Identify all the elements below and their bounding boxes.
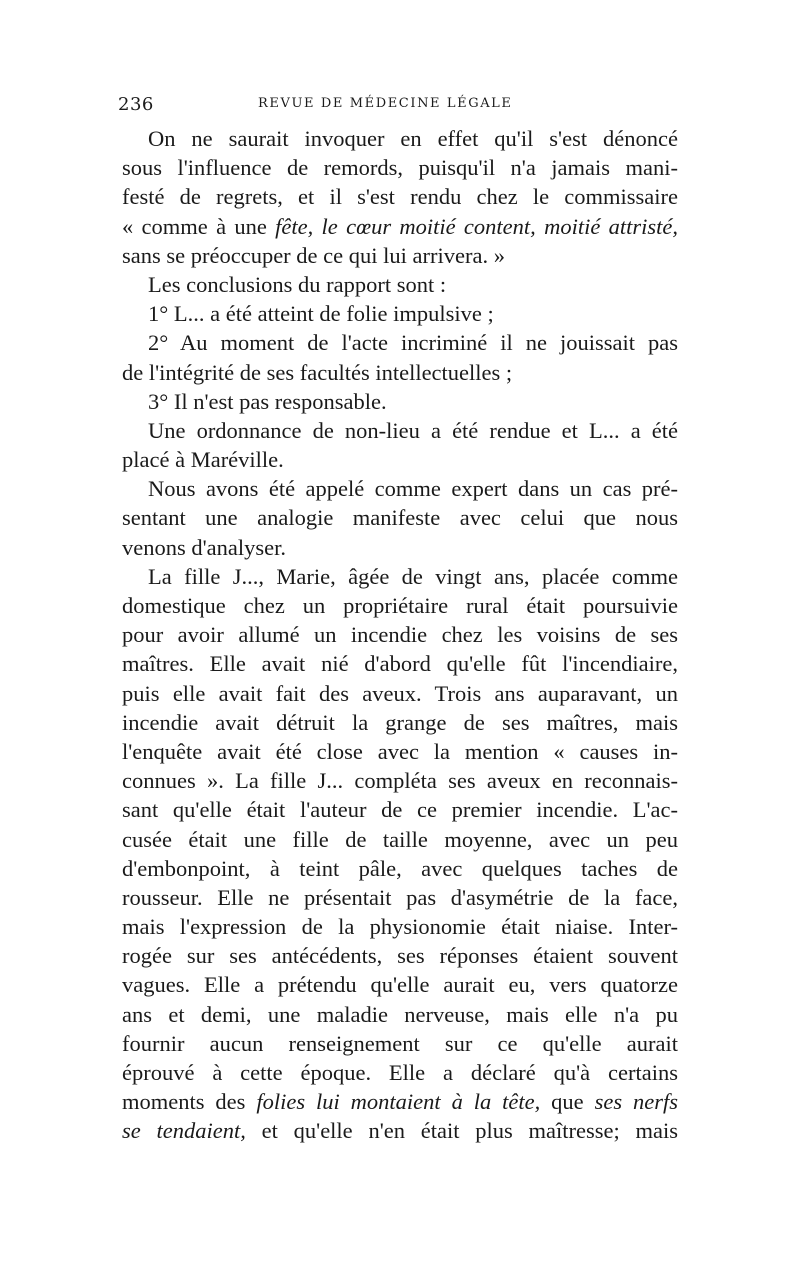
text-line bbox=[122, 1000, 678, 1029]
body-text bbox=[122, 124, 678, 1146]
text-segment: ans et demi, une maladie nerveuse, mais elle n'a pu bbox=[122, 1001, 678, 1027]
text-segment: festé de regrets, et il s'est rendu chez le commissaire bbox=[122, 184, 678, 210]
text-segment: puis elle avait fait des aveux. Trois ans auparavant, un bbox=[122, 680, 678, 706]
text-line bbox=[122, 562, 678, 591]
text-segment: incendie avait détruit la grange de ses maîtres, mais bbox=[122, 709, 678, 735]
text-segment: maîtres. Elle avait nié d'abord qu'elle fût l'incendiaire, bbox=[122, 651, 678, 677]
text-line bbox=[122, 649, 678, 678]
text-line bbox=[122, 591, 678, 620]
text-segment: 1° L... a été atteint de folie impulsive ; bbox=[148, 301, 494, 327]
text-line bbox=[122, 1116, 678, 1145]
text-segment: éprouvé à cette époque. Elle a déclaré qu'à certains bbox=[122, 1060, 678, 1085]
text-segment: Une ordonnance de non-lieu a été rendue et L... a été bbox=[148, 417, 678, 443]
text-line bbox=[122, 299, 678, 328]
text-segment: de l'intégrité de ses facultés intellectuelles ; bbox=[122, 359, 513, 385]
text-line bbox=[122, 182, 678, 211]
text-segment: et qu'elle n'en était plus maîtresse; mais bbox=[245, 1118, 678, 1144]
text-segment: l'enquête avait été close avec la mention « causes in- bbox=[122, 738, 678, 764]
text-line bbox=[122, 124, 678, 153]
text-segment: rogée sur ses antécédents, ses réponses étaient souvent bbox=[122, 943, 678, 969]
text-line bbox=[122, 358, 678, 387]
text-segment: Les conclusions du rapport sont : bbox=[148, 271, 447, 297]
text-segment: Nous avons été appelé comme expert dans un cas pré- bbox=[148, 476, 678, 502]
text-segment: vagues. Elle a prétendu qu'elle aurait eu, vers quatorze bbox=[122, 972, 678, 998]
text-line bbox=[122, 1058, 678, 1087]
text-line bbox=[122, 270, 678, 299]
page-number: 236 bbox=[118, 94, 154, 115]
text-segment: pour avoir allumé un incendie chez les voisins de ses bbox=[122, 622, 678, 648]
text-line bbox=[122, 766, 678, 795]
text-segment: fournir aucun renseignement sur ce qu'elle aurait bbox=[122, 1030, 678, 1056]
text-line bbox=[122, 328, 678, 357]
text-line bbox=[122, 1029, 678, 1058]
text-segment: On ne saurait invoquer en effet qu'il s'est dénoncé bbox=[148, 126, 678, 151]
text-line bbox=[122, 503, 678, 532]
text-line bbox=[122, 533, 678, 562]
text-segment: moments des bbox=[122, 1089, 257, 1115]
text-segment: 2° Au moment de l'acte incriminé il ne jouissait pas bbox=[148, 330, 678, 356]
text-segment: cusée était une fille de taille moyenne, avec un peu bbox=[122, 826, 678, 852]
text-segment: sous l'influence de remords, puisqu'il n'a jamais mani- bbox=[122, 155, 678, 181]
text-line bbox=[122, 474, 678, 503]
text-line bbox=[122, 212, 678, 241]
text-line bbox=[122, 854, 678, 883]
text-line bbox=[122, 1087, 678, 1116]
text-line bbox=[122, 795, 678, 824]
text-line bbox=[122, 825, 678, 854]
text-segment: mais l'expression de la physionomie était niaise. Inter- bbox=[122, 914, 678, 940]
italic-text: se tendaient, bbox=[122, 1118, 246, 1144]
text-line bbox=[122, 153, 678, 182]
text-segment: connues ». La fille J... compléta ses aveux en reconnais- bbox=[122, 768, 678, 794]
text-line bbox=[122, 387, 678, 416]
running-title: REVUE DE MÉDECINE LÉGALE bbox=[258, 96, 513, 111]
text-line bbox=[122, 679, 678, 708]
italic-text: folies lui montaient à la tête, bbox=[256, 1089, 541, 1115]
page-header bbox=[118, 94, 678, 118]
text-segment: sentant une analogie manifeste avec celui que nous bbox=[122, 505, 678, 531]
text-line bbox=[122, 912, 678, 941]
text-segment: sant qu'elle était l'auteur de ce premier incendie. L'ac- bbox=[122, 797, 678, 823]
text-line bbox=[122, 970, 678, 999]
text-line bbox=[122, 620, 678, 649]
text-segment: « comme à une bbox=[122, 213, 276, 239]
text-segment: domestique chez un propriétaire rural était poursuivie bbox=[122, 593, 678, 618]
text-segment: sans se préoccuper de ce qui lui arrivera. » bbox=[122, 242, 505, 268]
text-line bbox=[122, 737, 678, 766]
text-segment: que bbox=[540, 1089, 595, 1115]
italic-text: fête, le cœur moitié content, moitié attristé, bbox=[275, 213, 679, 239]
text-line bbox=[122, 708, 678, 737]
text-segment: 3° Il n'est pas responsable. bbox=[148, 388, 387, 414]
text-line bbox=[122, 941, 678, 970]
text-line bbox=[122, 445, 678, 474]
text-line bbox=[122, 416, 678, 445]
text-line bbox=[122, 883, 678, 912]
text-segment: placé à Maréville. bbox=[122, 447, 284, 473]
text-segment: rousseur. Elle ne présentait pas d'asymétrie de la face, bbox=[122, 884, 678, 910]
text-segment: venons d'analyser. bbox=[122, 534, 287, 560]
italic-text: ses nerfs bbox=[594, 1089, 678, 1115]
text-line bbox=[122, 241, 678, 270]
text-segment: d'embonpoint, à teint pâle, avec quelques taches de bbox=[122, 855, 678, 881]
text-segment: La fille J..., Marie, âgée de vingt ans, placée comme bbox=[148, 563, 678, 589]
